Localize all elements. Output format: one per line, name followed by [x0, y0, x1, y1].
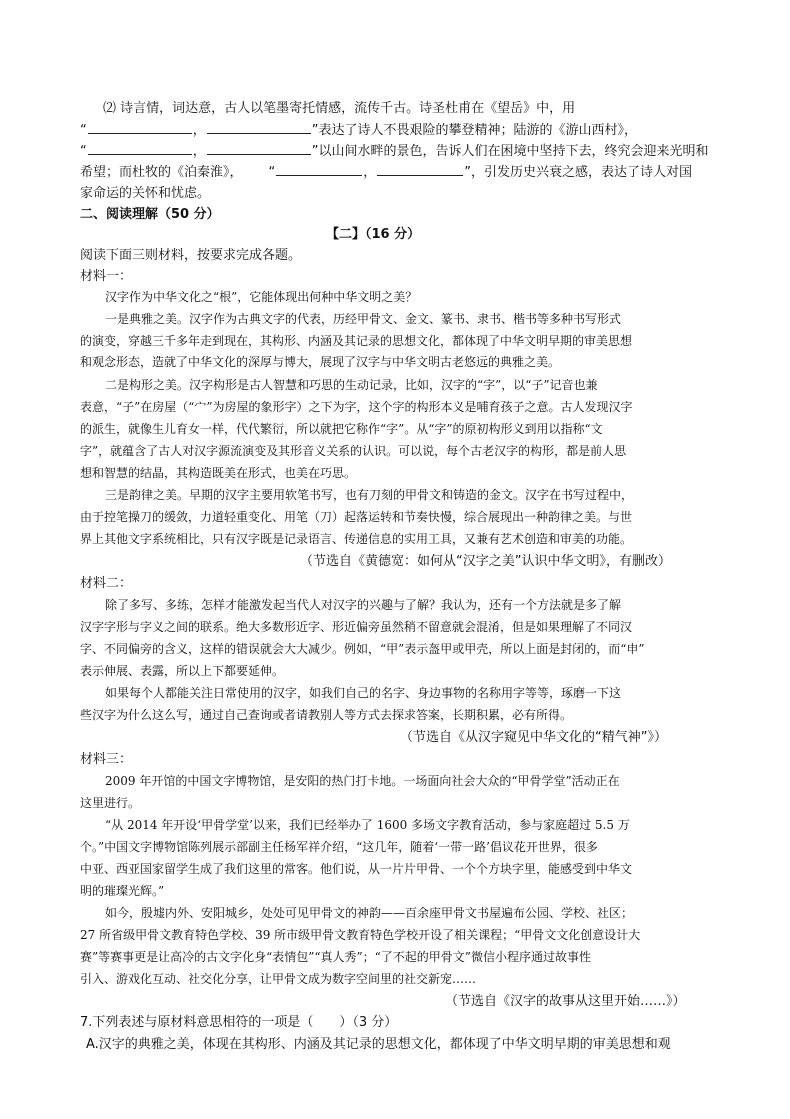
poetry-line-4: 希望；而杜牧的《泊秦淮》， “ ， ”，引发历史兴衰之感，表达了诗人对国 — [80, 165, 693, 180]
answer-blank[interactable] — [88, 142, 192, 155]
material-2-line: 除了多写、多练，怎样才能激发起当代人对汉字的兴趣与了解？我认为，还有一个方法就是多了解 — [105, 598, 622, 612]
poetry-line-1: ⑵ 诗言情，词达意，古人以笔墨寄托情感，流传千古。诗圣杜甫在《望岳》中，用 — [103, 101, 576, 116]
material-2-line: 些汉字为什么这么写，通过自己查询或者请教别人等方式去探求答案，长期积累，必有所得。 — [80, 708, 573, 722]
material-2-line: 表示伸展、表露，所以上下都要延伸。 — [80, 664, 285, 678]
material-3-source: （节选自《汉字的故事从这里开始……》） — [445, 994, 686, 1009]
poetry-line-5: 家命运的关怀和忧虑。 — [80, 186, 211, 201]
answer-blank[interactable] — [276, 163, 362, 176]
material-3-line: 中亚、西亚国家留学生成了我们这里的常客。他们说，从一片片甲骨、一个个方块字里，能感受到中华文 — [80, 862, 633, 876]
material-1-line: 一是典雅之美。汉字作为古典文字的代表，历经甲骨文、金文、篆书、隶书、楷书等多种书写形式 — [105, 312, 622, 326]
material-1-line: 和观念形态，造就了中华文化的深厚与博大，展现了汉字与中华文明古老悠远的典雅之美。 — [80, 355, 561, 369]
material-3-line: “从 2014 年开设‘甲骨学堂’以来，我们已经举办了 1600 多场文字教育活动，参与家庭超过 5.5 万 — [105, 818, 630, 832]
answer-blank[interactable] — [377, 163, 463, 176]
material-3-line: 2009 年开馆的中国文字博物馆，是安阳的热门打卡地。一场面向社会大众的“甲骨学堂”活动正在 — [105, 774, 620, 788]
material-3-line: 引入、游戏化互动、社交化分享，让甲骨文成为数字空间里的社交新宠…… — [80, 972, 477, 986]
material-1-label: 材料一： — [80, 269, 133, 284]
material-1-line: 汉字作为中华文化之“根”，它能体现出何种中华文明之美？ — [105, 290, 418, 304]
material-3-line: 这里进行。 — [80, 796, 141, 810]
question-7-stem: 7.下列表述与原材料意思相符的一项是（ ）（3 分） — [80, 1015, 398, 1030]
material-1-line: 的演变，穿越三千多年走到现在，其构形、内涵及其记录的思想文化，都体现了中华文明早期的审美思想 — [80, 334, 633, 348]
material-1-line: 界上其他文字系统相比，只有汉字既是记录语言、传递信息的实用工具，又兼有艺术创造和审美的功能。 — [80, 532, 633, 546]
material-2-source: （节选自《从汉字窥见中华文化的“精气神”》） — [400, 730, 667, 745]
material-3-line: 明的璀璨光辉。” — [80, 884, 165, 898]
material-3-line: 赛”等赛事更是让高冷的古文字化身“表情包”“真人秀”；“了不起的甲骨文”微信小程序通过故事性 — [80, 950, 591, 964]
material-1-source: （节选自《黄德宽：如何从“汉字之美”认识中华文明》，有删改） — [300, 554, 671, 569]
material-2-line: 汉字字形与字义之间的联系。绝大多数形近字、形近偏旁虽然稍不留意就会混淆，但是如果理解了不同汉 — [80, 620, 633, 634]
material-1-line: 二是构形之美。汉字构形是古人智慧和巧思的生动记录，比如，汉字的“字”，以“子”记音也兼 — [105, 378, 598, 392]
material-3-label: 材料三： — [80, 752, 133, 767]
section-heading: 二、阅读理解（50 分） — [80, 207, 220, 222]
answer-blank[interactable] — [207, 121, 311, 134]
subsection-heading: 【二】（16 分） — [326, 227, 421, 242]
material-1-line: 表意，“子”在房屋（“宀”为房屋的象形字）之下为字，这个字的构形本义是哺育孩子之意。古人发现汉字 — [80, 400, 633, 414]
answer-blank[interactable] — [88, 121, 192, 134]
material-3-line: 27 所省级甲骨文教育特色学校、39 所市级甲骨文教育特色学校开设了相关课程；“甲骨文文化创意设计大 — [80, 928, 641, 942]
material-1-line: 三是韵律之美。早期的汉字主要用软笔书写，也有刀刻的甲骨文和铸造的金文。汉字在书写过程中， — [105, 488, 634, 502]
poetry-line-2: “ ， ”表达了诗人不畏艰险的攀登精神；陆游的《游山西村》， — [80, 123, 638, 138]
poetry-line-3: “ ， ”以山间水畔的景色，告诉人们在困境中坚持下去，终究会迎来光明和 — [80, 144, 709, 159]
material-3-line: 个。”中国文字博物馆陈列展示部副主任杨军祥介绍，“这几年，随着‘一带一路’倡议花开世界，很多 — [80, 840, 598, 854]
question-7-option-a[interactable]: A.汉字的典雅之美，体现在其构形、内涵及其记录的思想文化，都体现了中华文明早期的审美思想和观 — [86, 1037, 671, 1052]
material-1-line: 字”，就蕴含了古人对汉字源流演变及其形音义关系的认识。可以说，每个古老汉字的构形，都是前人思 — [80, 444, 627, 458]
material-2-line: 如果每个人都能关注日常使用的汉字，如我们自己的名字、身边事物的名称用字等等，琢磨一下这 — [105, 686, 622, 700]
material-1-line: 由于控笔操刀的缓敛，力道轻重变化、用笔（刀）起落运转和节奏快慢，综合展现出一种韵律之美。与世 — [80, 510, 633, 524]
answer-blank[interactable] — [207, 142, 311, 155]
instructions: 阅读下面三则材料，按要求完成各题。 — [80, 248, 302, 263]
material-1-line: 想和智慧的结晶，其构造既美在形式，也美在巧思。 — [80, 466, 357, 480]
material-2-label: 材料二： — [80, 576, 133, 591]
material-2-line: 字、不同偏旁的含义，这样的错误就会大大减少。例如，“甲”表示盔甲或甲壳，所以上面是封闭的，而“申” — [80, 642, 645, 656]
material-3-line: 如今，殷墟内外、安阳城乡，处处可见甲骨文的神韵——百余座甲骨文书屋遍布公园、学校、社区； — [105, 906, 634, 920]
material-1-line: 的派生，就像生儿育女一样，代代繁衍，所以就把它称作“字”。从“字”的原初构形义到用以指称“文 — [80, 422, 603, 436]
